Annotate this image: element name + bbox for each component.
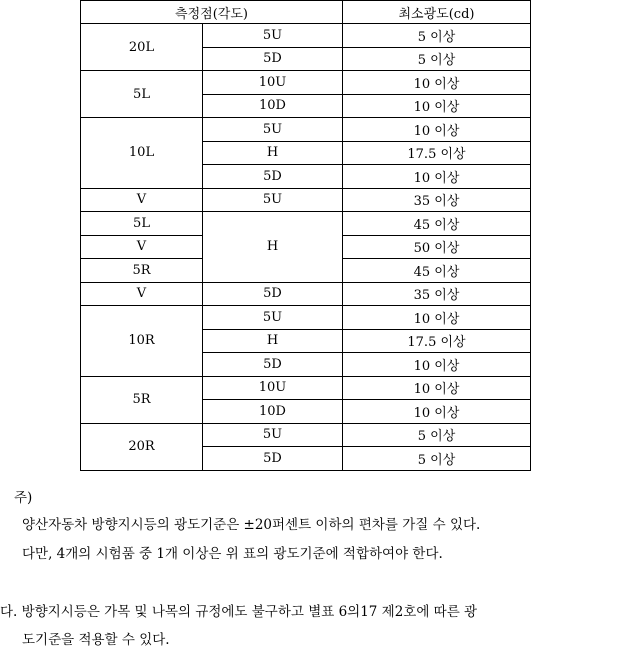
- angle-cell: 5D: [203, 282, 343, 306]
- value-cell: 10 이상: [343, 306, 531, 330]
- angle-cell: H: [203, 212, 343, 283]
- angle-cell: 5U: [203, 118, 343, 142]
- point-cell: 5R: [81, 376, 203, 423]
- point-cell: 20R: [81, 423, 203, 470]
- angle-cell: 5D: [203, 47, 343, 71]
- table-row: [81, 118, 531, 142]
- value-cell: 10 이상: [343, 400, 531, 424]
- angle-cell: 5U: [203, 423, 343, 447]
- angle-cell: 5U: [203, 188, 343, 212]
- angle-cell: 10D: [203, 94, 343, 118]
- value-cell: 45 이상: [343, 259, 531, 283]
- notes-heading: 주): [14, 490, 33, 506]
- table-row: [81, 423, 531, 447]
- table-row: [81, 188, 531, 212]
- value-cell: 10 이상: [343, 353, 531, 377]
- point-cell: 20L: [81, 24, 203, 71]
- value-cell: 10 이상: [343, 94, 531, 118]
- table-row: [81, 212, 531, 236]
- point-cell: V: [81, 188, 203, 212]
- table-row: [81, 71, 531, 95]
- angle-cell: 5D: [203, 353, 343, 377]
- angle-cell: 10D: [203, 400, 343, 424]
- value-cell: 17.5 이상: [343, 141, 531, 165]
- value-cell: 17.5 이상: [343, 329, 531, 353]
- value-cell: 10 이상: [343, 71, 531, 95]
- minimum-luminous-intensity-table: [80, 0, 531, 471]
- point-cell: V: [81, 235, 203, 259]
- value-cell: 10 이상: [343, 376, 531, 400]
- table-row: [81, 282, 531, 306]
- angle-cell: 5U: [203, 306, 343, 330]
- angle-cell: 5D: [203, 165, 343, 189]
- value-cell: 10 이상: [343, 165, 531, 189]
- note-line-4: 도기준을 적용할 수 있다.: [22, 632, 170, 648]
- header-measurement-point: 측정점(각도): [81, 1, 343, 24]
- value-cell: 35 이상: [343, 188, 531, 212]
- point-cell: 10L: [81, 118, 203, 189]
- table-row: [81, 24, 531, 48]
- angle-cell: 5D: [203, 447, 343, 471]
- table-row: [81, 306, 531, 330]
- value-cell: 5 이상: [343, 423, 531, 447]
- angle-cell: 10U: [203, 376, 343, 400]
- value-cell: 5 이상: [343, 447, 531, 471]
- table-row: [81, 376, 531, 400]
- note-line-3: 다. 방향지시등은 가목 및 나목의 규정에도 불구하고 별표 6의17 제2호에 따른 광: [0, 604, 478, 620]
- note-line-2: 다만, 4개의 시험품 중 1개 이상은 위 표의 광도기준에 적합하여야 한다.: [22, 546, 443, 562]
- value-cell: 5 이상: [343, 47, 531, 71]
- angle-cell: H: [203, 141, 343, 165]
- point-cell: V: [81, 282, 203, 306]
- value-cell: 5 이상: [343, 24, 531, 48]
- table-header-row: [81, 1, 531, 24]
- value-cell: 10 이상: [343, 118, 531, 142]
- angle-cell: H: [203, 329, 343, 353]
- value-cell: 35 이상: [343, 282, 531, 306]
- point-cell: 5R: [81, 259, 203, 283]
- point-cell: 5L: [81, 212, 203, 236]
- point-cell: 10R: [81, 306, 203, 377]
- value-cell: 50 이상: [343, 235, 531, 259]
- angle-cell: 5U: [203, 24, 343, 48]
- value-cell: 45 이상: [343, 212, 531, 236]
- note-line-1: 양산자동차 방향지시등의 광도기준은 ±20퍼센트 이하의 편차를 가질 수 있다.: [22, 517, 481, 533]
- angle-cell: 10U: [203, 71, 343, 95]
- point-cell: 5L: [81, 71, 203, 118]
- header-minimum-intensity: 최소광도(cd): [343, 1, 531, 24]
